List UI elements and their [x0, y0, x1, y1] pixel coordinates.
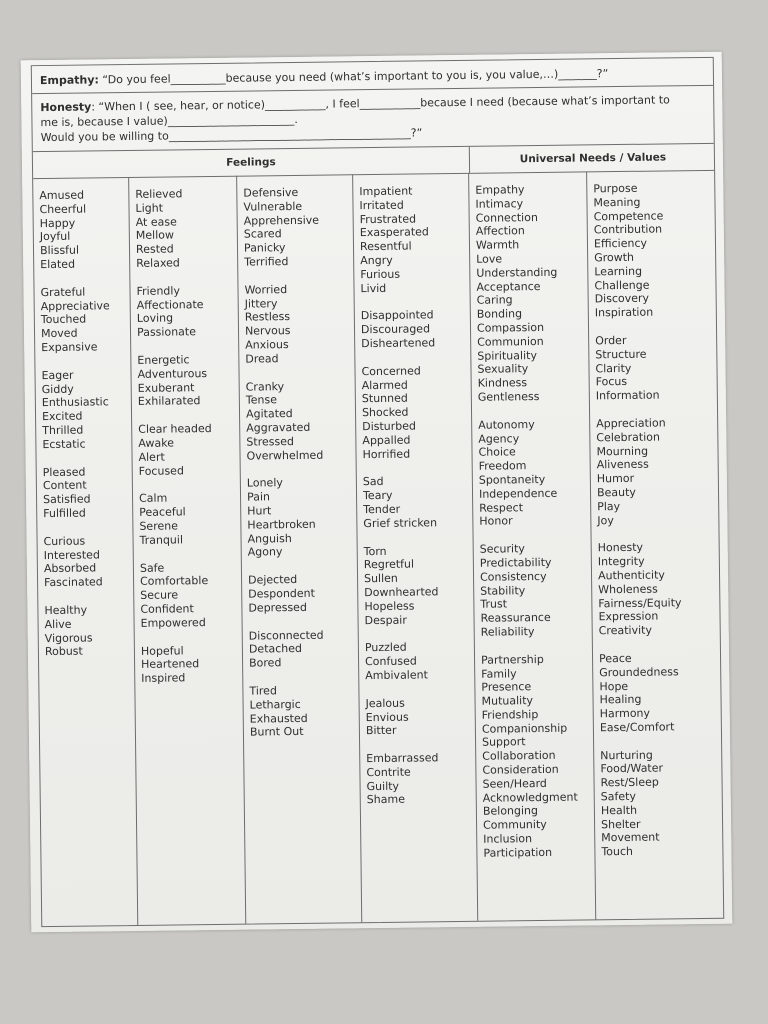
word-item: Disappointed — [360, 308, 434, 323]
feelings-column-2 — [129, 176, 246, 925]
word-item: Hope — [599, 679, 629, 693]
word-item: Disconnected — [248, 628, 324, 643]
word-group — [140, 560, 242, 630]
word-item: Excited — [41, 409, 83, 424]
word-item: Meaning — [593, 195, 641, 210]
word-group — [43, 534, 133, 590]
word-item: Spontaneity — [478, 472, 546, 487]
word-item: Alive — [44, 617, 72, 631]
word-item: Robust — [44, 644, 83, 659]
word-group — [248, 572, 357, 615]
word-item: Alert — [138, 450, 165, 464]
needs-header: Universal Needs / Values — [469, 144, 716, 173]
word-item: Jealous — [365, 696, 405, 710]
word-item: Inspired — [141, 671, 186, 685]
word-item: Acceptance — [476, 279, 541, 294]
word-item: Partnership — [480, 652, 544, 667]
word-item: Cranky — [245, 379, 285, 394]
word-item: Warmth — [475, 238, 520, 252]
word-item: Companionship — [481, 721, 568, 736]
word-group — [596, 416, 720, 528]
word-item: Healing — [599, 693, 642, 707]
word-group — [40, 285, 130, 355]
word-group — [139, 491, 241, 547]
word-item: Eager — [41, 368, 74, 382]
word-item: Affectionate — [136, 297, 204, 312]
word-item: Security — [479, 542, 525, 556]
word-item: Giddy — [41, 382, 74, 396]
word-item: Scared — [243, 227, 282, 241]
word-columns — [33, 170, 723, 926]
word-item: Integrity — [597, 554, 645, 569]
word-item: Thrilled — [42, 423, 84, 438]
word-item: Appalled — [362, 433, 411, 447]
word-item: Stunned — [361, 391, 408, 406]
word-item: Stability — [480, 583, 526, 598]
word-item: Relaxed — [136, 256, 180, 270]
word-group — [44, 603, 134, 659]
word-item: Focused — [138, 463, 184, 478]
word-item: Curious — [43, 534, 86, 548]
word-item: Apprehensive — [243, 213, 320, 228]
word-group — [43, 465, 133, 521]
word-item: Freedom — [478, 459, 527, 473]
word-item: Alarmed — [361, 378, 408, 392]
word-item: Rested — [135, 242, 174, 257]
word-item: Calm — [138, 491, 168, 506]
word-group — [249, 683, 359, 740]
word-item: Healthy — [44, 603, 88, 617]
word-item: Terrified — [244, 255, 289, 269]
word-item: Participation — [483, 845, 553, 860]
word-item: Appreciative — [40, 298, 110, 313]
word-item: Sad — [362, 475, 384, 489]
word-item: Honesty — [597, 541, 644, 555]
word-item: Dread — [245, 351, 279, 366]
word-item: Pain — [246, 490, 271, 504]
word-item: Amused — [39, 188, 85, 203]
word-item: Resentful — [359, 239, 412, 254]
worksheet-frame — [31, 57, 724, 927]
word-item: Lethargic — [249, 697, 301, 712]
word-item: Clarity — [595, 361, 632, 375]
word-group — [600, 747, 724, 859]
word-item: Hopeful — [140, 643, 184, 658]
word-item: Fairness/Equity — [598, 595, 682, 610]
word-item: Guilty — [366, 779, 400, 793]
word-item: Groundedness — [599, 665, 679, 679]
word-item: Envious — [365, 710, 409, 724]
word-item: Comfortable — [139, 574, 209, 589]
word-item: Humor — [596, 471, 635, 486]
honesty-text-line1: : “When I ( see, hear, or notice)___________, I feel___________because I need (because what’s important to — [91, 93, 670, 114]
word-item: Collaboration — [482, 749, 556, 764]
word-item: Aliveness — [596, 458, 649, 472]
word-item: Connection — [475, 210, 538, 225]
word-item: Beauty — [596, 485, 636, 500]
word-item: Compassion — [476, 320, 545, 335]
word-item: Touch — [601, 845, 634, 859]
word-item: Intimacy — [475, 196, 524, 211]
word-item: Rest/Sleep — [600, 775, 659, 790]
word-item: Pleased — [42, 465, 86, 479]
word-item: Celebration — [596, 430, 661, 445]
word-item: Purpose — [593, 181, 638, 196]
word-item: Competence — [593, 209, 664, 223]
word-item: Harmony — [599, 706, 651, 721]
honesty-prompt — [32, 86, 714, 152]
word-item: Ecstatic — [42, 437, 86, 451]
word-item: Frustrated — [359, 212, 417, 226]
word-item: Empathy — [475, 183, 525, 197]
word-group — [135, 187, 237, 271]
word-item: Bonding — [476, 307, 523, 321]
word-item: Elated — [40, 257, 76, 272]
word-item: Bored — [249, 656, 282, 670]
word-item: Tense — [245, 393, 278, 407]
word-item: Empowered — [140, 615, 206, 630]
word-item: Interested — [43, 547, 100, 562]
word-group — [595, 333, 719, 403]
word-group — [363, 474, 473, 531]
word-item: Presence — [481, 680, 532, 695]
word-item: Nervous — [244, 324, 291, 338]
word-item: Acknowledgment — [482, 790, 578, 805]
word-item: Consideration — [482, 762, 559, 777]
word-item: Food/Water — [600, 762, 664, 776]
word-item: Friendly — [136, 284, 181, 298]
word-item: Vigorous — [44, 630, 93, 645]
word-item: Impatient — [359, 184, 413, 199]
feelings-header: Feelings — [226, 156, 276, 169]
word-item: Disturbed — [362, 419, 417, 434]
word-item: Depressed — [248, 600, 307, 615]
word-item: Happy — [39, 216, 76, 230]
word-item: Exhilarated — [137, 394, 201, 409]
word-group — [480, 542, 592, 640]
word-item: Belonging — [482, 804, 539, 819]
word-item: Aggravated — [246, 420, 311, 435]
empathy-label: Empathy: — [39, 73, 99, 88]
word-group — [599, 651, 723, 735]
word-group — [41, 368, 131, 452]
word-item: At ease — [135, 215, 177, 229]
word-item: Nurturing — [600, 748, 653, 762]
word-item: Ease/Comfort — [599, 720, 675, 735]
word-item: Vulnerable — [243, 199, 303, 214]
word-item: Worried — [244, 282, 288, 297]
word-item: Growth — [594, 250, 635, 265]
word-item: Sexuality — [477, 362, 529, 377]
word-group — [593, 181, 718, 320]
word-item: Discovery — [594, 292, 650, 306]
feelings-column-1 — [33, 177, 138, 926]
word-item: Absorbed — [43, 561, 97, 576]
word-item: Reliability — [480, 624, 535, 639]
word-group — [243, 185, 353, 269]
word-item: Awake — [138, 436, 175, 450]
word-item: Irritated — [359, 198, 404, 212]
word-item: Exasperated — [359, 225, 429, 240]
word-group — [478, 417, 590, 529]
word-item: Joy — [597, 513, 614, 527]
word-item: Authenticity — [597, 568, 665, 583]
word-item: Overwhelmed — [246, 448, 324, 463]
word-group — [141, 643, 242, 686]
word-item: Inclusion — [483, 832, 533, 846]
word-item: Support — [481, 735, 526, 750]
word-item: Panicky — [243, 241, 286, 255]
word-item: Appreciation — [596, 416, 666, 431]
word-item: Reassurance — [480, 610, 551, 625]
word-group — [138, 422, 240, 478]
word-item: Communion — [477, 334, 544, 349]
word-item: Agency — [478, 431, 520, 446]
worksheet-paper — [21, 52, 733, 932]
word-group — [249, 628, 358, 671]
word-item: Confused — [364, 654, 417, 669]
word-group — [365, 640, 474, 683]
word-item: Joyful — [39, 230, 71, 244]
word-item: Stressed — [246, 434, 295, 449]
word-item: Regretful — [363, 557, 415, 572]
word-item: Tender — [363, 502, 401, 517]
word-item: Predictability — [479, 555, 552, 570]
word-item: Structure — [595, 347, 647, 362]
word-item: Dejected — [247, 573, 298, 587]
word-item: Efficiency — [593, 236, 648, 251]
word-item: Heartened — [141, 657, 200, 672]
word-item: Trust — [480, 597, 508, 612]
word-item: Teary — [362, 488, 393, 503]
word-item: Confident — [140, 602, 194, 616]
word-group — [136, 283, 238, 339]
word-item: Tired — [249, 684, 277, 698]
word-item: Relieved — [135, 187, 183, 201]
word-item: Jittery — [244, 296, 278, 311]
word-item: Lonely — [246, 476, 283, 490]
word-item: Burnt Out — [249, 725, 304, 739]
honesty-text-line3: Would you be willing to____________________________________________?” — [40, 126, 423, 145]
word-item: Livid — [360, 281, 387, 295]
word-item: Creativity — [598, 623, 653, 638]
word-item: Grief stricken — [363, 515, 438, 530]
word-item: Love — [476, 252, 503, 266]
word-item: Cheerful — [39, 202, 87, 216]
word-item: Seen/Heard — [482, 776, 547, 791]
word-item: Inspiration — [594, 305, 654, 320]
word-item: Agony — [247, 545, 283, 559]
word-item: Fulfilled — [43, 506, 86, 521]
word-item: Serene — [139, 519, 179, 533]
word-item: Understanding — [476, 265, 558, 280]
word-item: Shelter — [600, 817, 641, 831]
word-item: Mourning — [596, 444, 649, 458]
word-item: Caring — [476, 293, 513, 308]
word-item: Moved — [40, 326, 78, 341]
word-item: Furious — [360, 267, 401, 281]
word-item: Independence — [478, 486, 558, 501]
word-item: Content — [42, 478, 87, 493]
word-item: Peaceful — [139, 505, 186, 520]
honesty-text-line2: me is, because I value)_______________________. — [40, 112, 298, 130]
word-group — [137, 353, 239, 409]
word-group — [366, 751, 476, 808]
word-item: Safety — [600, 789, 637, 804]
word-group — [481, 652, 595, 860]
word-item: Movement — [601, 831, 660, 845]
word-item: Detached — [248, 642, 303, 656]
word-group — [598, 540, 722, 638]
word-item: Adventurous — [137, 366, 208, 381]
word-item: Satisfied — [42, 492, 91, 507]
word-item: Fascinated — [44, 575, 103, 590]
word-item: Shame — [366, 793, 406, 807]
word-item: Heartbroken — [247, 517, 316, 532]
word-group — [244, 282, 354, 366]
word-item: Agitated — [245, 407, 293, 421]
word-item: Health — [600, 803, 638, 818]
word-item: Choice — [478, 445, 516, 460]
word-item: Light — [135, 201, 164, 215]
word-item: Clear headed — [138, 422, 212, 437]
word-item: Focus — [595, 375, 628, 389]
word-item: Contrite — [366, 765, 411, 780]
word-item: Embarrassed — [366, 751, 439, 766]
word-group — [359, 184, 469, 296]
word-item: Peace — [598, 651, 632, 666]
word-item: Information — [595, 388, 660, 403]
word-item: Order — [595, 333, 627, 348]
word-item: Wholeness — [598, 582, 658, 597]
word-item: Community — [483, 818, 547, 832]
word-item: Enthusiastic — [41, 395, 109, 410]
word-item: Tranquil — [139, 533, 184, 547]
word-item: Contribution — [593, 222, 663, 237]
word-item: Mutuality — [481, 694, 534, 708]
word-item: Horrified — [362, 447, 411, 461]
word-item: Defensive — [243, 185, 299, 200]
word-item: Energetic — [137, 353, 190, 367]
word-group — [364, 543, 474, 627]
word-item: Mellow — [135, 228, 175, 243]
word-item: Autonomy — [478, 417, 535, 432]
word-item: Challenge — [594, 278, 650, 292]
word-item: Disheartened — [361, 336, 436, 351]
word-item: Expression — [598, 609, 659, 624]
word-item: Passionate — [136, 325, 197, 340]
word-item: Spirituality — [477, 348, 537, 363]
word-group — [475, 182, 589, 404]
word-item: Concerned — [361, 364, 421, 378]
word-item: Anxious — [245, 338, 289, 352]
word-item: Shocked — [361, 405, 409, 420]
feelings-column-4 — [353, 173, 478, 922]
word-group — [247, 476, 357, 560]
needs-column-1 — [469, 171, 596, 920]
word-item: Exuberant — [137, 380, 195, 395]
word-group — [361, 364, 471, 462]
word-item: Expansive — [41, 340, 98, 355]
word-item: Torn — [363, 544, 387, 558]
word-item: Puzzled — [364, 640, 407, 655]
word-item: Sullen — [363, 571, 398, 586]
word-item: Friendship — [481, 707, 539, 722]
word-item: Exhausted — [249, 711, 308, 726]
word-item: Respect — [479, 500, 524, 515]
word-item: Honor — [479, 514, 513, 529]
word-item: Kindness — [477, 376, 528, 390]
word-item: Secure — [140, 588, 179, 603]
word-item: Bitter — [365, 724, 397, 738]
word-item: Loving — [136, 311, 174, 326]
word-item: Angry — [360, 253, 393, 268]
word-item: Family — [481, 666, 517, 681]
needs-column-2 — [587, 170, 725, 920]
word-group — [361, 308, 470, 351]
empathy-text: “Do you feel__________because you need (what’s important to you is, you value,…)_______?” — [102, 67, 609, 87]
word-item: Restless — [244, 310, 291, 324]
word-item: Play — [597, 499, 621, 514]
word-item: Despair — [364, 613, 407, 627]
word-item: Affection — [475, 224, 525, 239]
honesty-label: Honesty — [40, 100, 92, 115]
word-item: Discouraged — [360, 322, 431, 337]
word-group — [366, 696, 475, 739]
word-item: Blissful — [39, 243, 80, 258]
word-item: Ambivalent — [365, 668, 428, 683]
word-item: Despondent — [248, 586, 315, 601]
word-item: Safe — [139, 561, 165, 575]
word-item: Downhearted — [364, 585, 439, 600]
word-group — [39, 188, 129, 272]
word-item: Gentleness — [477, 389, 540, 404]
word-item: Anguish — [247, 531, 292, 546]
word-item: Learning — [594, 264, 643, 279]
word-item: Hurt — [247, 504, 272, 518]
word-item: Touched — [40, 312, 87, 327]
word-item: Hopeless — [364, 599, 415, 613]
word-group — [246, 379, 356, 463]
word-item: Consistency — [479, 569, 547, 584]
word-item: Grateful — [40, 285, 86, 299]
feelings-column-3 — [237, 174, 362, 923]
